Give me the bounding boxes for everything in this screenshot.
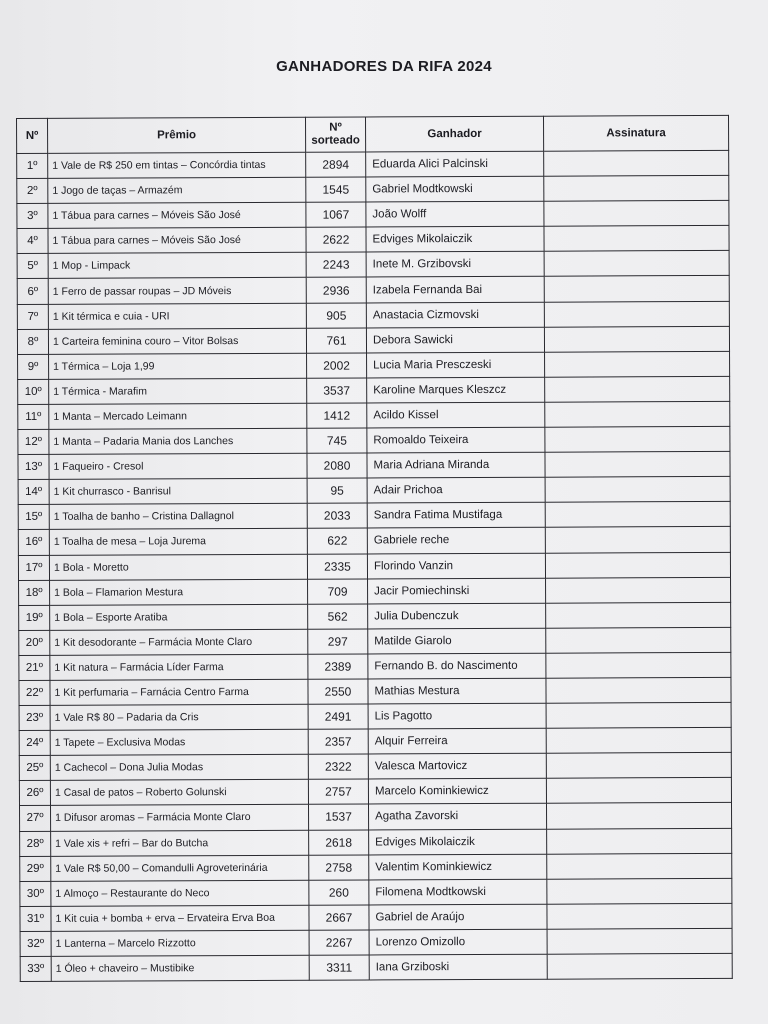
- cell-number: 31º: [20, 906, 51, 931]
- cell-winner: Lucia Maria Presczeski: [367, 352, 545, 378]
- table-row: [17, 201, 729, 229]
- cell-prize: 1 Kit perfumaria – Farnácia Centro Farma: [50, 679, 308, 705]
- cell-signature: [544, 150, 729, 176]
- cell-drawn-number: 95: [307, 478, 367, 503]
- cell-winner: Lis Pagotto: [368, 703, 546, 729]
- cell-prize: 1 Casal de patos – Roberto Golunski: [50, 780, 308, 806]
- cell-prize: 1 Manta – Mercado Leimann: [49, 403, 307, 429]
- cell-drawn-number: 709: [308, 579, 368, 604]
- cell-number: 8º: [17, 329, 48, 354]
- cell-number: 4º: [17, 229, 48, 254]
- cell-prize: 1 Cachecol – Dona Julia Modas: [50, 754, 308, 780]
- cell-number: 12º: [18, 429, 49, 454]
- cell-prize: 1 Tapete – Exclusiva Modas: [50, 729, 308, 755]
- cell-signature: [545, 502, 730, 528]
- cell-signature: [544, 201, 729, 227]
- cell-drawn-number: 297: [308, 629, 368, 654]
- cell-signature: [544, 276, 729, 302]
- cell-number: 15º: [18, 505, 49, 530]
- cell-signature: [546, 577, 731, 603]
- cell-drawn-number: 2243: [306, 252, 366, 277]
- table-row: [20, 803, 732, 831]
- cell-winner: Karoline Marques Kleszcz: [367, 377, 545, 403]
- cell-signature: [545, 351, 730, 377]
- table-row: [19, 728, 731, 756]
- cell-winner: Gabriel Modtkowski: [366, 176, 544, 202]
- table-row: [19, 602, 731, 630]
- cell-prize: 1 Térmica - Marafim: [49, 378, 307, 404]
- cell-prize: 1 Toalha de mesa – Loja Jurema: [49, 529, 307, 555]
- table-row: [17, 226, 729, 254]
- cell-number: 30º: [20, 881, 51, 906]
- cell-prize: 1 Óleo + chaveiro – Mustibike: [51, 955, 309, 981]
- cell-prize: 1 Mop - Limpack: [48, 253, 306, 279]
- table-row: [19, 702, 731, 730]
- cell-signature: [544, 226, 729, 252]
- cell-winner: Anastacia Cizmovski: [366, 302, 544, 328]
- cell-drawn-number: 2322: [308, 754, 368, 779]
- table-row: [20, 928, 732, 956]
- cell-number: 33º: [20, 956, 51, 981]
- cell-drawn-number: 562: [308, 604, 368, 629]
- cell-drawn-number: 2002: [307, 353, 367, 378]
- cell-winner: Mathias Mestura: [368, 678, 546, 704]
- cell-signature: [545, 527, 730, 553]
- cell-signature: [547, 853, 732, 879]
- cell-number: 11º: [18, 404, 49, 429]
- cell-signature: [546, 627, 731, 653]
- cell-winner: Gabriele reche: [367, 528, 545, 554]
- table-row: [17, 301, 729, 329]
- cell-signature: [545, 426, 730, 452]
- cell-signature: [545, 477, 730, 503]
- table-row: [20, 853, 732, 881]
- cell-number: 6º: [17, 279, 48, 304]
- cell-signature: [547, 828, 732, 854]
- cell-winner: Iana Grziboski: [369, 954, 547, 980]
- cell-winner: Romoaldo Teixeira: [367, 427, 545, 453]
- cell-prize: 1 Kit térmica e cuia - URI: [48, 303, 306, 329]
- table-row: [17, 276, 729, 304]
- cell-prize: 1 Vale R$ 80 – Padaria da Cris: [50, 704, 308, 730]
- cell-drawn-number: 2491: [308, 704, 368, 729]
- cell-signature: [545, 401, 730, 427]
- table-row: [19, 677, 731, 705]
- table-row: [19, 778, 731, 806]
- cell-number: 2º: [17, 178, 48, 203]
- cell-prize: 1 Almoço – Restaurante do Neco: [51, 880, 309, 906]
- cell-prize: 1 Toalha de banho – Cristina Dallagnol: [49, 504, 307, 530]
- cell-winner: Julia Dubenczuk: [368, 603, 546, 629]
- cell-prize: 1 Carteira feminina couro – Vitor Bolsas: [48, 328, 306, 354]
- table-row: [19, 753, 731, 781]
- cell-winner: João Wolff: [366, 201, 544, 227]
- cell-number: 19º: [19, 605, 50, 630]
- table-row: [17, 175, 729, 203]
- cell-drawn-number: 1067: [306, 202, 366, 227]
- cell-prize: 1 Jogo de taças – Armazém: [48, 177, 306, 203]
- table-row: [18, 401, 730, 429]
- cell-number: 5º: [17, 254, 48, 279]
- table-row: [18, 426, 730, 454]
- cell-winner: Matilde Giarolo: [368, 628, 546, 654]
- cell-prize: 1 Vale de R$ 250 em tintas – Concórdia tintas: [48, 152, 306, 178]
- table-row: [20, 903, 732, 931]
- cell-winner: Sandra Fatima Mustifaga: [367, 503, 545, 529]
- header-drawn-line2: sorteado: [311, 134, 360, 147]
- table-row: [18, 477, 730, 505]
- cell-number: 9º: [18, 354, 49, 379]
- header-signature: Assinatura: [543, 115, 728, 151]
- cell-number: 20º: [19, 630, 50, 655]
- cell-winner: Inete M. Grzibovski: [366, 252, 544, 278]
- cell-number: 22º: [19, 680, 50, 705]
- cell-signature: [546, 677, 731, 703]
- cell-winner: Adair Prichoa: [367, 477, 545, 503]
- cell-number: 25º: [19, 756, 50, 781]
- cell-drawn-number: 2550: [308, 679, 368, 704]
- table-row: [19, 652, 731, 680]
- cell-signature: [547, 953, 732, 979]
- cell-prize: 1 Difusor aromas – Farmácia Monte Claro: [51, 805, 309, 831]
- cell-number: 21º: [19, 655, 50, 680]
- cell-drawn-number: 2357: [308, 729, 368, 754]
- table-row: [18, 376, 730, 404]
- cell-number: 26º: [19, 781, 50, 806]
- cell-drawn-number: 2335: [307, 553, 367, 578]
- cell-winner: Maria Adriana Miranda: [367, 452, 545, 478]
- cell-prize: 1 Manta – Padaria Mania dos Lanches: [49, 428, 307, 454]
- cell-drawn-number: 2757: [308, 779, 368, 804]
- cell-signature: [545, 376, 730, 402]
- cell-drawn-number: 2894: [306, 152, 366, 177]
- cell-prize: 1 Tábua para carnes – Móveis São José: [48, 202, 306, 228]
- cell-signature: [547, 878, 732, 904]
- cell-number: 13º: [18, 454, 49, 479]
- cell-number: 32º: [20, 931, 51, 956]
- cell-prize: 1 Bola – Esporte Aratiba: [50, 604, 308, 630]
- cell-number: 27º: [20, 806, 51, 831]
- cell-winner: Valesca Martovicz: [368, 753, 546, 779]
- table-row: [18, 452, 730, 480]
- cell-signature: [547, 928, 732, 954]
- table-row: [18, 552, 730, 580]
- cell-signature: [546, 702, 731, 728]
- table-row: [17, 150, 729, 178]
- winners-table: [16, 115, 733, 982]
- table-row: [18, 527, 730, 555]
- cell-drawn-number: 761: [306, 328, 366, 353]
- cell-drawn-number: 1537: [308, 804, 368, 829]
- cell-prize: 1 Faqueiro - Cresol: [49, 453, 307, 479]
- table-row: [19, 627, 731, 655]
- cell-prize: 1 Kit churrasco - Banrisul: [49, 478, 307, 504]
- cell-signature: [546, 602, 731, 628]
- cell-winner: Lorenzo Omizollo: [369, 929, 547, 955]
- cell-prize: 1 Tábua para carnes – Móveis São José: [48, 228, 306, 254]
- cell-number: 3º: [17, 204, 48, 229]
- cell-signature: [544, 326, 729, 352]
- cell-winner: Gabriel de Araújo: [369, 904, 547, 930]
- cell-winner: Valentim Kominkiewicz: [369, 854, 547, 880]
- cell-signature: [546, 753, 731, 779]
- cell-drawn-number: 2389: [308, 654, 368, 679]
- cell-winner: Edviges Mikolaiczik: [366, 226, 544, 252]
- cell-winner: Florindo Vanzin: [367, 553, 545, 579]
- header-number: Nº: [17, 118, 48, 153]
- cell-number: 29º: [20, 856, 51, 881]
- table-row: [20, 878, 732, 906]
- cell-drawn-number: 622: [307, 528, 367, 553]
- cell-winner: Agatha Zavorski: [368, 804, 546, 830]
- table-header-row: [17, 115, 729, 153]
- cell-prize: 1 Ferro de passar roupas – JD Móveis: [48, 278, 306, 304]
- cell-winner: Edviges Mikolaiczik: [369, 829, 547, 855]
- cell-number: 14º: [18, 480, 49, 505]
- cell-signature: [545, 552, 730, 578]
- cell-prize: 1 Vale xis + refri – Bar do Butcha: [51, 830, 309, 856]
- cell-drawn-number: 2267: [309, 930, 369, 955]
- cell-signature: [545, 452, 730, 478]
- cell-drawn-number: 2080: [307, 453, 367, 478]
- cell-drawn-number: 2033: [307, 503, 367, 528]
- cell-drawn-number: 745: [307, 428, 367, 453]
- cell-drawn-number: 905: [306, 303, 366, 328]
- cell-number: 7º: [17, 304, 48, 329]
- cell-signature: [546, 803, 731, 829]
- cell-signature: [544, 175, 729, 201]
- cell-number: 23º: [19, 705, 50, 730]
- header-drawn-line1: Nº: [329, 121, 342, 134]
- table-row: [20, 953, 732, 981]
- cell-prize: 1 Kit cuia + bomba + erva – Ervateira Erva Boa: [51, 905, 309, 931]
- cell-drawn-number: 2667: [309, 905, 369, 930]
- cell-number: 16º: [18, 530, 49, 555]
- cell-signature: [546, 778, 731, 804]
- cell-drawn-number: 2618: [309, 829, 369, 854]
- cell-drawn-number: 1545: [306, 177, 366, 202]
- cell-drawn-number: 3537: [307, 378, 367, 403]
- cell-winner: Filomena Modtkowski: [369, 879, 547, 905]
- cell-prize: 1 Bola – Flamarion Mestura: [50, 579, 308, 605]
- cell-winner: Debora Sawicki: [366, 327, 544, 353]
- cell-drawn-number: 1412: [307, 403, 367, 428]
- cell-prize: 1 Bola - Moretto: [49, 554, 307, 580]
- cell-drawn-number: 3311: [309, 955, 369, 980]
- cell-winner: Fernando B. do Nascimento: [368, 653, 546, 679]
- cell-prize: 1 Kit desodorante – Farmácia Monte Claro: [50, 629, 308, 655]
- cell-winner: Jacir Pomiechinski: [368, 578, 546, 604]
- cell-prize: 1 Lanterna – Marcelo Rizzotto: [51, 930, 309, 956]
- cell-number: 10º: [18, 379, 49, 404]
- header-prize: Prêmio: [48, 117, 306, 153]
- cell-drawn-number: 2936: [306, 277, 366, 302]
- cell-number: 28º: [20, 831, 51, 856]
- table-row: [18, 351, 730, 379]
- cell-winner: Marcelo Kominkiewicz: [368, 779, 546, 805]
- header-drawn-number: [305, 117, 365, 152]
- cell-prize: 1 Vale R$ 50,00 – Comandulli Agroveterinária: [51, 855, 309, 881]
- cell-drawn-number: 2622: [306, 227, 366, 252]
- cell-number: 24º: [19, 731, 50, 756]
- table-row: [20, 828, 732, 856]
- cell-winner: Izabela Fernanda Bai: [366, 277, 544, 303]
- table-row: [17, 326, 729, 354]
- page-title: GANHADORES DA RIFA 2024: [276, 58, 492, 75]
- table-row: [17, 251, 729, 279]
- cell-prize: 1 Térmica – Loja 1,99: [49, 353, 307, 379]
- cell-number: 18º: [19, 580, 50, 605]
- table-row: [18, 502, 730, 530]
- cell-signature: [544, 251, 729, 277]
- cell-number: 17º: [18, 555, 49, 580]
- cell-signature: [546, 652, 731, 678]
- cell-prize: 1 Kit natura – Farmácia Líder Farma: [50, 654, 308, 680]
- table-row: [19, 577, 731, 605]
- cell-signature: [544, 301, 729, 327]
- cell-drawn-number: 260: [309, 880, 369, 905]
- cell-winner: Acildo Kissel: [367, 402, 545, 428]
- cell-signature: [547, 903, 732, 929]
- cell-winner: Eduarda Alici Palcinski: [366, 151, 544, 177]
- cell-signature: [546, 728, 731, 754]
- cell-drawn-number: 2758: [309, 855, 369, 880]
- cell-number: 1º: [17, 153, 48, 178]
- cell-winner: Alquir Ferreira: [368, 728, 546, 754]
- header-winner: Ganhador: [365, 116, 543, 152]
